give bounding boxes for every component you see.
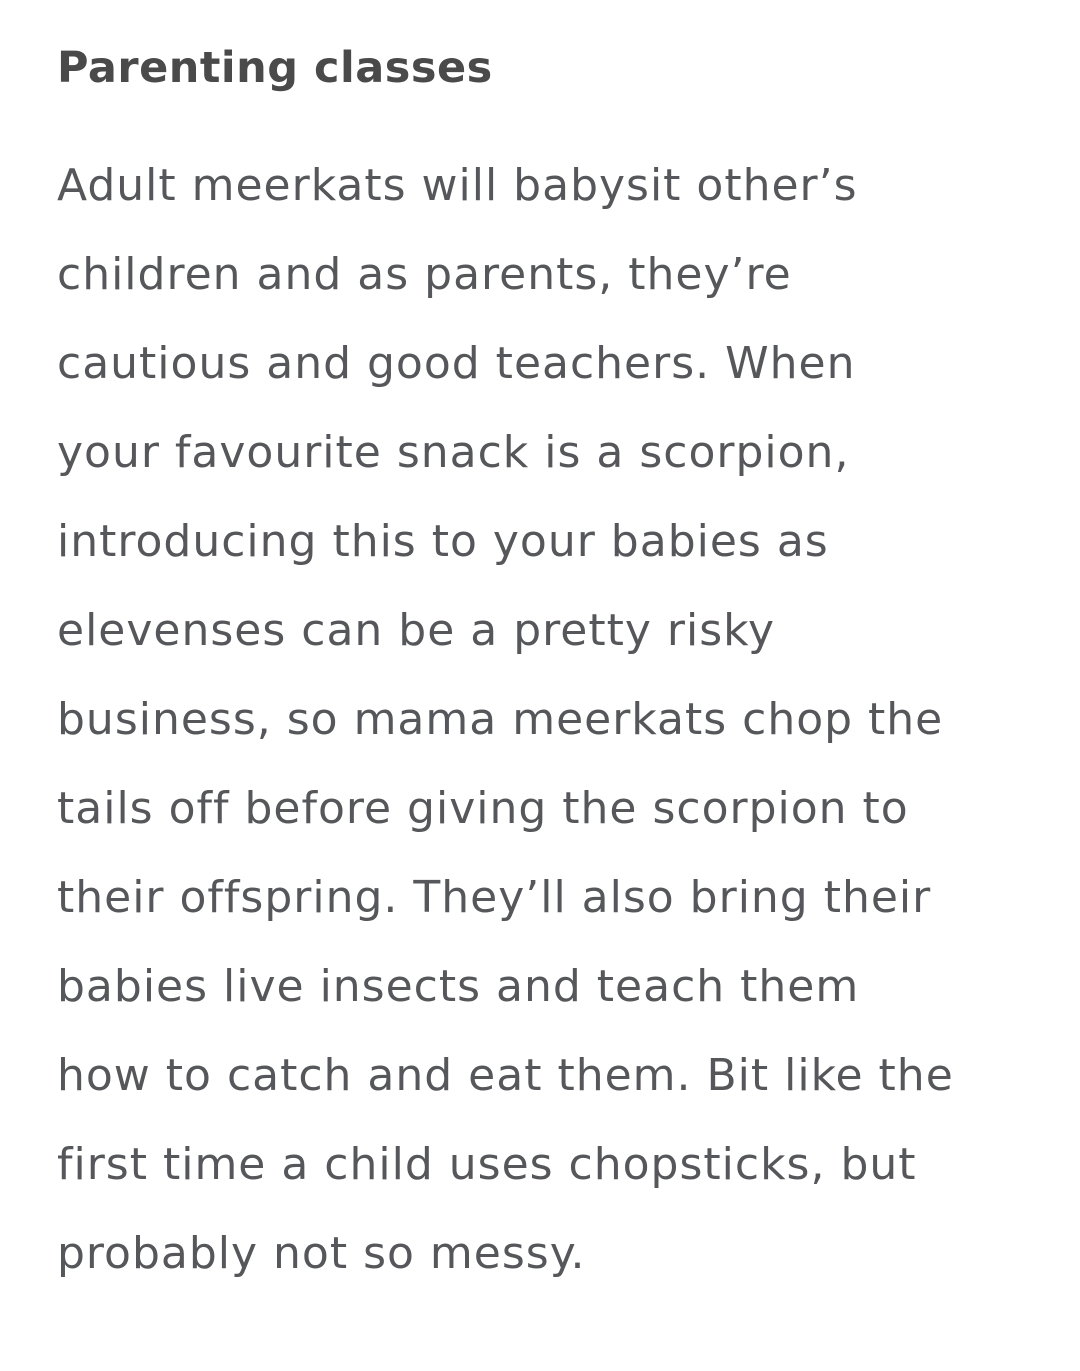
body-line: their offspring. They’ll also bring their <box>57 872 932 923</box>
body-line: cautious and good teachers. When <box>57 338 856 389</box>
article-heading: Parenting classes <box>57 43 493 93</box>
body-line: business, so mama meerkats chop the <box>57 694 944 745</box>
body-line: introducing this to your babies as <box>57 516 829 567</box>
body-line: first time a child uses chopsticks, but <box>57 1139 917 1190</box>
body-line: tails off before giving the scorpion to <box>57 783 909 834</box>
body-line: Adult meerkats will babysit other’s <box>57 160 858 211</box>
body-line: elevenses can be a pretty risky <box>57 605 776 656</box>
article-body <box>57 141 1020 1298</box>
body-line: children and as parents, they’re <box>57 249 792 300</box>
body-line: your favourite snack is a scorpion, <box>57 427 850 478</box>
body-line: probably not so messy. <box>57 1228 586 1279</box>
body-line: babies live insects and teach them <box>57 961 860 1012</box>
body-line: how to catch and eat them. Bit like the <box>57 1050 954 1101</box>
